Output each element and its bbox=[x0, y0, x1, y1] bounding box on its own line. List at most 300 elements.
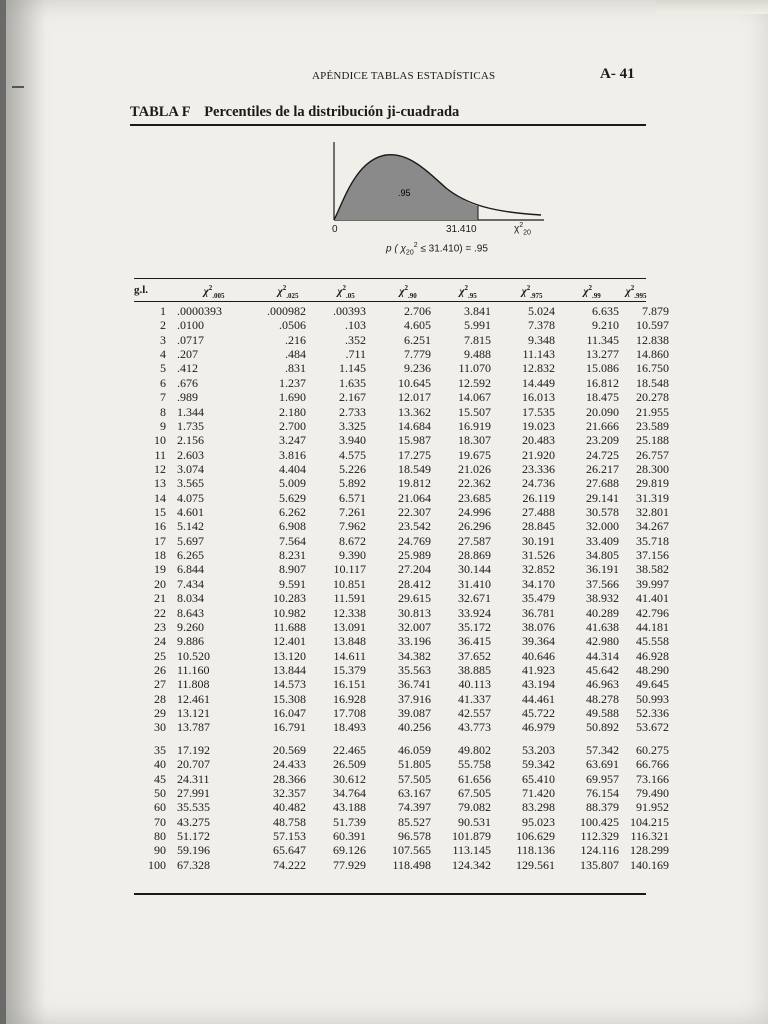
page-fold bbox=[656, 0, 768, 14]
cell-percentile-value: 13.091 bbox=[333, 619, 366, 634]
cell-percentile-value: 4.605 bbox=[404, 318, 431, 333]
col-header-p005: $\chi^2_{.005}$ bbox=[203, 284, 225, 300]
cell-percentile-value: 39.364 bbox=[522, 634, 555, 649]
cell-percentile-value: 2.156 bbox=[177, 433, 204, 448]
cell-percentile-value: 13.277 bbox=[586, 347, 619, 362]
cell-percentile-value: 17.535 bbox=[522, 404, 555, 419]
cell-percentile-value: 5.009 bbox=[279, 476, 306, 491]
cell-percentile-value: 43.194 bbox=[522, 677, 555, 692]
cell-percentile-value: 15.987 bbox=[398, 433, 431, 448]
col-header-p99: $\chi^2_{.99}$ bbox=[583, 284, 601, 300]
table-rule-top bbox=[134, 278, 646, 279]
cell-percentile-value: 18.307 bbox=[458, 433, 491, 448]
cell-percentile-value: .484 bbox=[285, 347, 306, 362]
cell-percentile-value: 33.196 bbox=[398, 634, 431, 649]
cell-percentile-value: 34.764 bbox=[333, 785, 366, 800]
cell-percentile-value: 13.120 bbox=[273, 648, 306, 663]
cell-percentile-value: 34.267 bbox=[636, 519, 669, 534]
cell-percentile-value: 45.642 bbox=[586, 662, 619, 677]
cell-percentile-value: 28.869 bbox=[458, 548, 491, 563]
cell-percentile-value: .0506 bbox=[279, 318, 306, 333]
cell-percentile-value: 11.143 bbox=[522, 347, 555, 362]
cell-percentile-value: 79.490 bbox=[636, 785, 669, 800]
cell-percentile-value: 8.672 bbox=[339, 533, 366, 548]
cell-percentile-value: 8.907 bbox=[279, 562, 306, 577]
cell-percentile-value: 28.366 bbox=[273, 771, 306, 786]
cell-percentile-value: 50.993 bbox=[636, 691, 669, 706]
cell-percentile-value: 1.690 bbox=[279, 390, 306, 405]
running-head: APÉNDICE TABLAS ESTADÍSTICAS bbox=[312, 70, 496, 82]
cell-percentile-value: 9.260 bbox=[177, 619, 204, 634]
cell-degrees-of-freedom: 60 bbox=[154, 800, 166, 815]
cell-percentile-value: 55.758 bbox=[458, 757, 491, 772]
cell-percentile-value: 16.919 bbox=[458, 418, 491, 433]
cell-percentile-value: 9.390 bbox=[339, 548, 366, 563]
cell-percentile-value: 10.982 bbox=[273, 605, 306, 620]
cell-percentile-value: 1.344 bbox=[177, 404, 204, 419]
cell-percentile-value: 32.852 bbox=[522, 562, 555, 577]
cell-percentile-value: 7.962 bbox=[339, 519, 366, 534]
col-header-p025: $\chi^2_{.025}$ bbox=[277, 284, 299, 300]
cell-percentile-value: .711 bbox=[345, 347, 366, 362]
cell-percentile-value: 11.160 bbox=[177, 662, 210, 677]
cell-percentile-value: 3.841 bbox=[464, 304, 491, 318]
cell-percentile-value: 113.145 bbox=[452, 843, 491, 858]
cell-degrees-of-freedom: 27 bbox=[154, 677, 166, 692]
cell-percentile-value: 9.886 bbox=[177, 634, 204, 649]
cell-percentile-value: 1.735 bbox=[177, 418, 204, 433]
cell-percentile-value: 24.736 bbox=[522, 476, 555, 491]
cell-percentile-value: 10.597 bbox=[636, 318, 669, 333]
cell-percentile-value: 37.916 bbox=[398, 691, 431, 706]
cell-percentile-value: 35.535 bbox=[177, 800, 210, 815]
cell-percentile-value: 3.940 bbox=[339, 433, 366, 448]
cell-degrees-of-freedom: 5 bbox=[160, 361, 166, 376]
margin-mark bbox=[12, 86, 24, 88]
cell-percentile-value: 3.325 bbox=[339, 418, 366, 433]
cell-percentile-value: 32.357 bbox=[273, 785, 306, 800]
cell-percentile-value: 12.592 bbox=[458, 375, 491, 390]
cell-percentile-value: .000982 bbox=[267, 304, 306, 318]
cell-percentile-value: 116.321 bbox=[630, 828, 669, 843]
title-rule bbox=[130, 124, 646, 126]
cell-percentile-value: 9.591 bbox=[279, 576, 306, 591]
col-header-p995: $\chi^2_{.995}$ bbox=[625, 284, 647, 300]
cell-percentile-value: 5.024 bbox=[528, 304, 555, 318]
cell-percentile-value: 65.647 bbox=[273, 843, 306, 858]
cell-percentile-value: 21.666 bbox=[586, 418, 619, 433]
cell-degrees-of-freedom: 19 bbox=[154, 562, 166, 577]
cell-percentile-value: 34.170 bbox=[522, 576, 555, 591]
cell-percentile-value: 27.587 bbox=[458, 533, 491, 548]
cell-degrees-of-freedom: 13 bbox=[154, 476, 166, 491]
cell-percentile-value: 39.087 bbox=[398, 706, 431, 721]
cell-percentile-value: 44.181 bbox=[636, 619, 669, 634]
cell-percentile-value: 36.781 bbox=[522, 605, 555, 620]
cell-percentile-value: 118.136 bbox=[516, 843, 555, 858]
critical-value-label: 31.410 bbox=[446, 224, 477, 235]
cell-degrees-of-freedom: 6 bbox=[160, 375, 166, 390]
cell-percentile-value: 42.980 bbox=[586, 634, 619, 649]
cell-percentile-value: 18.475 bbox=[586, 390, 619, 405]
cell-percentile-value: 38.885 bbox=[458, 662, 491, 677]
cell-percentile-value: 12.461 bbox=[177, 691, 210, 706]
cell-percentile-value: 24.996 bbox=[458, 505, 491, 520]
cell-percentile-value: 43.275 bbox=[177, 814, 210, 829]
col-header-p975: $\chi^2_{.975}$ bbox=[521, 284, 543, 300]
cell-percentile-value: 4.404 bbox=[279, 461, 306, 476]
cell-degrees-of-freedom: 28 bbox=[154, 691, 166, 706]
cell-degrees-of-freedom: 4 bbox=[160, 347, 166, 362]
cell-percentile-value: 5.991 bbox=[464, 318, 491, 333]
cell-percentile-value: 104.215 bbox=[630, 814, 669, 829]
cell-percentile-value: 129.561 bbox=[516, 857, 555, 872]
cell-percentile-value: 57.153 bbox=[273, 828, 306, 843]
cell-percentile-value: 51.805 bbox=[398, 757, 431, 772]
cell-percentile-value: 14.573 bbox=[273, 677, 306, 692]
cell-percentile-value: 18.493 bbox=[333, 720, 366, 735]
cell-percentile-value: 29.819 bbox=[636, 476, 669, 491]
cell-percentile-value: 13.121 bbox=[177, 706, 210, 721]
cell-percentile-value: 6.908 bbox=[279, 519, 306, 534]
cell-percentile-value: 6.251 bbox=[404, 332, 431, 347]
cell-percentile-value: 59.342 bbox=[522, 757, 555, 772]
cell-percentile-value: 41.337 bbox=[458, 691, 491, 706]
cell-percentile-value: 63.691 bbox=[586, 757, 619, 772]
cell-percentile-value: 34.805 bbox=[586, 548, 619, 563]
cell-percentile-value: 23.542 bbox=[398, 519, 431, 534]
cell-percentile-value: 2.180 bbox=[279, 404, 306, 419]
cell-degrees-of-freedom: 29 bbox=[154, 706, 166, 721]
cell-percentile-value: 36.415 bbox=[458, 634, 491, 649]
cell-percentile-value: 6.265 bbox=[177, 548, 204, 563]
cell-degrees-of-freedom: 100 bbox=[148, 857, 166, 872]
cell-degrees-of-freedom: 23 bbox=[154, 619, 166, 634]
table-rule-bottom bbox=[134, 893, 646, 895]
cell-percentile-value: 40.289 bbox=[586, 605, 619, 620]
cell-percentile-value: 16.151 bbox=[333, 677, 366, 692]
cell-percentile-value: 3.247 bbox=[279, 433, 306, 448]
col-header-p05: $\chi^2_{.05}$ bbox=[337, 284, 355, 300]
cell-percentile-value: 28.412 bbox=[398, 576, 431, 591]
cell-percentile-value: 49.645 bbox=[636, 677, 669, 692]
cell-percentile-value: 88.379 bbox=[586, 800, 619, 815]
cell-percentile-value: 28.845 bbox=[522, 519, 555, 534]
cell-percentile-value: 124.116 bbox=[580, 843, 619, 858]
cell-percentile-value: 32.801 bbox=[636, 505, 669, 520]
cell-percentile-value: 101.879 bbox=[452, 828, 491, 843]
cell-percentile-value: 2.706 bbox=[404, 304, 431, 318]
cell-percentile-value: 11.808 bbox=[177, 677, 210, 692]
cell-percentile-value: 7.378 bbox=[528, 318, 555, 333]
cell-percentile-value: 16.812 bbox=[586, 375, 619, 390]
cell-percentile-value: 22.465 bbox=[333, 742, 366, 757]
cell-percentile-value: 7.261 bbox=[339, 505, 366, 520]
cell-percentile-value: 73.166 bbox=[636, 771, 669, 786]
cell-percentile-value: 21.920 bbox=[522, 447, 555, 462]
col-header-p90: $\chi^2_{.90}$ bbox=[399, 284, 417, 300]
cell-percentile-value: 50.892 bbox=[586, 720, 619, 735]
axis-origin-label: 0 bbox=[332, 224, 338, 235]
table-title bbox=[130, 104, 646, 121]
cell-percentile-value: 25.188 bbox=[636, 433, 669, 448]
cell-percentile-value: 17.275 bbox=[398, 447, 431, 462]
cell-percentile-value: 51.739 bbox=[333, 814, 366, 829]
cell-percentile-value: 69.126 bbox=[333, 843, 366, 858]
cell-percentile-value: 8.231 bbox=[279, 548, 306, 563]
cell-percentile-value: .352 bbox=[345, 332, 366, 347]
cell-percentile-value: 52.336 bbox=[636, 706, 669, 721]
col-header-gl: g.l. bbox=[134, 284, 149, 296]
cell-percentile-value: 107.565 bbox=[392, 843, 431, 858]
cell-percentile-value: 34.382 bbox=[398, 648, 431, 663]
cell-percentile-value: 3.816 bbox=[279, 447, 306, 462]
cell-percentile-value: 26.509 bbox=[333, 757, 366, 772]
cell-percentile-value: 40.256 bbox=[398, 720, 431, 735]
cell-percentile-value: 25.989 bbox=[398, 548, 431, 563]
cell-percentile-value: 26.119 bbox=[522, 490, 555, 505]
cell-percentile-value: 100.425 bbox=[580, 814, 619, 829]
cell-percentile-value: 13.362 bbox=[398, 404, 431, 419]
cell-percentile-value: 32.000 bbox=[586, 519, 619, 534]
cell-percentile-value: 43.188 bbox=[333, 800, 366, 815]
cell-percentile-value: 23.336 bbox=[522, 461, 555, 476]
cell-percentile-value: 128.299 bbox=[630, 843, 669, 858]
cell-percentile-value: 46.979 bbox=[522, 720, 555, 735]
cell-percentile-value: 31.526 bbox=[522, 548, 555, 563]
cell-degrees-of-freedom: 14 bbox=[154, 490, 166, 505]
cell-percentile-value: 27.488 bbox=[522, 505, 555, 520]
cell-percentile-value: 4.575 bbox=[339, 447, 366, 462]
shaded-area-label: .95 bbox=[398, 188, 411, 198]
cell-percentile-value: 27.204 bbox=[398, 562, 431, 577]
cell-percentile-value: 10.283 bbox=[273, 591, 306, 606]
cell-percentile-value: 15.308 bbox=[273, 691, 306, 706]
cell-percentile-value: 40.646 bbox=[522, 648, 555, 663]
cell-percentile-value: 12.017 bbox=[398, 390, 431, 405]
cell-percentile-value: 44.314 bbox=[586, 648, 619, 663]
cell-percentile-value: 3.565 bbox=[177, 476, 204, 491]
cell-degrees-of-freedom: 9 bbox=[160, 418, 166, 433]
table-rule-header bbox=[134, 301, 646, 302]
cell-percentile-value: 15.379 bbox=[333, 662, 366, 677]
cell-degrees-of-freedom: 24 bbox=[154, 634, 166, 649]
cell-percentile-value: 10.520 bbox=[177, 648, 210, 663]
cell-percentile-value: 14.860 bbox=[636, 347, 669, 362]
cell-percentile-value: 77.929 bbox=[333, 857, 366, 872]
cell-percentile-value: 20.278 bbox=[636, 390, 669, 405]
cell-percentile-value: 31.410 bbox=[458, 576, 491, 591]
cell-percentile-value: .831 bbox=[285, 361, 306, 376]
cell-degrees-of-freedom: 16 bbox=[154, 519, 166, 534]
cell-percentile-value: 16.791 bbox=[273, 720, 306, 735]
book-page bbox=[6, 0, 768, 1024]
cell-percentile-value: 11.591 bbox=[333, 591, 366, 606]
cell-percentile-value: 8.643 bbox=[177, 605, 204, 620]
cell-percentile-value: 32.671 bbox=[458, 591, 491, 606]
cell-percentile-value: 67.328 bbox=[177, 857, 210, 872]
cell-percentile-value: 36.741 bbox=[398, 677, 431, 692]
cell-percentile-value: 19.812 bbox=[398, 476, 431, 491]
cell-percentile-value: 22.362 bbox=[458, 476, 491, 491]
cell-percentile-value: 5.697 bbox=[177, 533, 204, 548]
page-number: A- 41 bbox=[600, 66, 635, 82]
cell-percentile-value: 11.688 bbox=[273, 619, 306, 634]
cell-percentile-value: 20.483 bbox=[522, 433, 555, 448]
cell-percentile-value: 14.611 bbox=[333, 648, 366, 663]
cell-percentile-value: 42.557 bbox=[458, 706, 491, 721]
cell-percentile-value: 60.391 bbox=[333, 828, 366, 843]
cell-percentile-value: 5.226 bbox=[339, 461, 366, 476]
cell-percentile-value: 45.558 bbox=[636, 634, 669, 649]
cell-percentile-value: 48.758 bbox=[273, 814, 306, 829]
cell-percentile-value: 67.505 bbox=[458, 785, 491, 800]
cell-percentile-value: .00393 bbox=[333, 304, 366, 318]
cell-degrees-of-freedom: 25 bbox=[154, 648, 166, 663]
cell-percentile-value: .989 bbox=[177, 390, 198, 405]
cell-percentile-value: 40.113 bbox=[458, 677, 491, 692]
cell-percentile-value: 29.615 bbox=[398, 591, 431, 606]
cell-percentile-value: 37.566 bbox=[586, 576, 619, 591]
cell-percentile-value: 18.548 bbox=[636, 375, 669, 390]
cell-percentile-value: 46.059 bbox=[398, 742, 431, 757]
cell-percentile-value: 41.401 bbox=[636, 591, 669, 606]
cell-percentile-value: 16.750 bbox=[636, 361, 669, 376]
cell-percentile-value: 91.952 bbox=[636, 800, 669, 815]
cell-degrees-of-freedom: 26 bbox=[154, 662, 166, 677]
cell-percentile-value: 27.688 bbox=[586, 476, 619, 491]
cell-percentile-value: 39.997 bbox=[636, 576, 669, 591]
cell-percentile-value: 18.549 bbox=[398, 461, 431, 476]
cell-percentile-value: 74.222 bbox=[273, 857, 306, 872]
cell-percentile-value: 96.578 bbox=[398, 828, 431, 843]
cell-percentile-value: 10.117 bbox=[333, 562, 366, 577]
cell-percentile-value: 27.991 bbox=[177, 785, 210, 800]
cell-percentile-value: 43.773 bbox=[458, 720, 491, 735]
cell-percentile-value: 35.718 bbox=[636, 533, 669, 548]
cell-degrees-of-freedom: 30 bbox=[154, 720, 166, 735]
cell-percentile-value: 74.397 bbox=[398, 800, 431, 815]
cell-percentile-value: .412 bbox=[177, 361, 198, 376]
cell-percentile-value: 40.482 bbox=[273, 800, 306, 815]
cell-percentile-value: 12.401 bbox=[273, 634, 306, 649]
cell-percentile-value: 140.169 bbox=[630, 857, 669, 872]
cell-percentile-value: 83.298 bbox=[522, 800, 555, 815]
cell-percentile-value: 35.563 bbox=[398, 662, 431, 677]
cell-percentile-value: 19.675 bbox=[458, 447, 491, 462]
cell-percentile-value: 9.488 bbox=[464, 347, 491, 362]
cell-percentile-value: 21.026 bbox=[458, 461, 491, 476]
cell-degrees-of-freedom: 35 bbox=[154, 742, 166, 757]
cell-degrees-of-freedom: 45 bbox=[154, 771, 166, 786]
cell-percentile-value: 46.963 bbox=[586, 677, 619, 692]
cell-percentile-value: 7.564 bbox=[279, 533, 306, 548]
cell-percentile-value: 66.766 bbox=[636, 757, 669, 772]
cell-percentile-value: 11.345 bbox=[586, 332, 619, 347]
cell-percentile-value: 48.278 bbox=[586, 691, 619, 706]
cell-percentile-value: 24.769 bbox=[398, 533, 431, 548]
cell-degrees-of-freedom: 12 bbox=[154, 461, 166, 476]
cell-percentile-value: 26.757 bbox=[636, 447, 669, 462]
cell-percentile-value: 45.722 bbox=[522, 706, 555, 721]
cell-percentile-value: 1.635 bbox=[339, 375, 366, 390]
cell-percentile-value: 30.813 bbox=[398, 605, 431, 620]
cell-percentile-value: 23.209 bbox=[586, 433, 619, 448]
cell-percentile-value: 32.007 bbox=[398, 619, 431, 634]
cell-degrees-of-freedom: 8 bbox=[160, 404, 166, 419]
cell-percentile-value: 26.217 bbox=[586, 461, 619, 476]
cell-degrees-of-freedom: 15 bbox=[154, 505, 166, 520]
cell-percentile-value: 14.449 bbox=[522, 375, 555, 390]
cell-percentile-value: 16.928 bbox=[333, 691, 366, 706]
cell-percentile-value: 22.307 bbox=[398, 505, 431, 520]
cell-percentile-value: 14.684 bbox=[398, 418, 431, 433]
cell-percentile-value: 1.145 bbox=[339, 361, 366, 376]
cell-percentile-value: 2.733 bbox=[339, 404, 366, 419]
cell-degrees-of-freedom: 10 bbox=[154, 433, 166, 448]
cell-degrees-of-freedom: 80 bbox=[154, 828, 166, 843]
cell-percentile-value: 10.851 bbox=[333, 576, 366, 591]
cell-percentile-value: 76.154 bbox=[586, 785, 619, 800]
cell-percentile-value: 85.527 bbox=[398, 814, 431, 829]
cell-percentile-value: 106.629 bbox=[516, 828, 555, 843]
cell-percentile-value: 41.638 bbox=[586, 619, 619, 634]
cell-degrees-of-freedom: 1 bbox=[160, 304, 166, 318]
cell-percentile-value: .207 bbox=[177, 347, 198, 362]
cell-percentile-value: 15.507 bbox=[458, 404, 491, 419]
cell-percentile-value: 90.531 bbox=[458, 814, 491, 829]
cell-percentile-value: .103 bbox=[345, 318, 366, 333]
cell-percentile-value: 35.479 bbox=[522, 591, 555, 606]
cell-percentile-value: 26.296 bbox=[458, 519, 491, 534]
cell-degrees-of-freedom: 21 bbox=[154, 591, 166, 606]
cell-percentile-value: 20.090 bbox=[586, 404, 619, 419]
cell-percentile-value: 6.844 bbox=[177, 562, 204, 577]
cell-percentile-value: 23.589 bbox=[636, 418, 669, 433]
cell-percentile-value: 23.685 bbox=[458, 490, 491, 505]
cell-percentile-value: 2.167 bbox=[339, 390, 366, 405]
cell-percentile-value: 37.652 bbox=[458, 648, 491, 663]
cell-percentile-value: 79.082 bbox=[458, 800, 491, 815]
cell-percentile-value: 19.023 bbox=[522, 418, 555, 433]
cell-percentile-value: 135.807 bbox=[580, 857, 619, 872]
cell-percentile-value: 38.582 bbox=[636, 562, 669, 577]
cell-percentile-value: 30.578 bbox=[586, 505, 619, 520]
cell-percentile-value: 20.569 bbox=[273, 742, 306, 757]
cell-percentile-value: 2.603 bbox=[177, 447, 204, 462]
cell-percentile-value: 6.571 bbox=[339, 490, 366, 505]
cell-percentile-value: 24.311 bbox=[177, 771, 210, 786]
cell-percentile-value: 31.319 bbox=[636, 490, 669, 505]
col-header-p95: $\chi^2_{.95}$ bbox=[459, 284, 477, 300]
table-label: TABLA F bbox=[130, 104, 191, 120]
cell-percentile-value: 48.290 bbox=[636, 662, 669, 677]
cell-percentile-value: 24.433 bbox=[273, 757, 306, 772]
cell-percentile-value: 17.192 bbox=[177, 742, 210, 757]
cell-percentile-value: 6.262 bbox=[279, 505, 306, 520]
cell-percentile-value: 36.191 bbox=[586, 562, 619, 577]
cell-percentile-value: 13.844 bbox=[273, 662, 306, 677]
cell-percentile-value: 30.144 bbox=[458, 562, 491, 577]
cell-percentile-value: 38.076 bbox=[522, 619, 555, 634]
cell-percentile-value: .216 bbox=[285, 332, 306, 347]
cell-percentile-value: .676 bbox=[177, 375, 198, 390]
cell-percentile-value: 53.203 bbox=[522, 742, 555, 757]
cell-percentile-value: 33.924 bbox=[458, 605, 491, 620]
cell-percentile-value: 51.172 bbox=[177, 828, 210, 843]
cell-percentile-value: 21.064 bbox=[398, 490, 431, 505]
density-curve-svg bbox=[316, 140, 556, 230]
